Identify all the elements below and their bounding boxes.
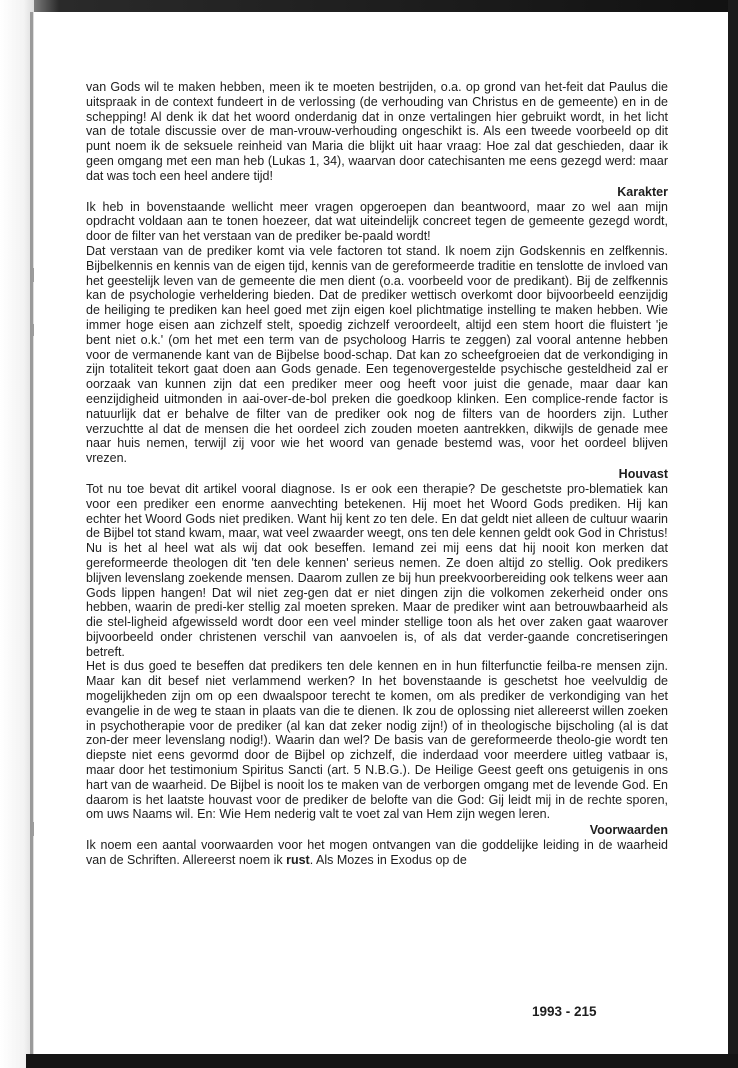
margin-mark xyxy=(32,822,34,836)
paragraph: Het is dus goed te beseffen dat predikers ten dele kennen en in hun filterfunctie feilba-re mensen zijn. Maar kan dit besef niet verlammend werken? In het bovenstaande is geschetst hoe veelvuldig de mogelijkheden zijn om op een dwaalspoor terecht te komen, om als prediker de verkondiging van het evangelie in de weg te staan in plaats van die te dienen. Ik zou de oplossing niet allereerst willen zoeken in psychotherapie voor de prediker (al kan dat zeker nodig zijn!) of in theologische bijscholing (al is dat zon-der meer levenslang nodig!). Waarin dan wel? De basis van de gereformeerde theolo-gie wordt ten diepste niet eens gevormd door de Bijbel op zichzelf, die inderdaad voor meerdere uitleg vatbaar is, maar door het testimonium Spiritus Sancti (art. 5 N.B.G.). De Heilige Geest geeft ons getuigenis in ons hart van de waarheid. De Bijbel is nooit los te maken van de verborgen omgang met de levende God. En daarom is het laatste houvast voor de prediker de belofte van die God: Gij leidt mij in de rechte sporen, om uws Naams wil. En: Wie Hem nederig valt te voet zal van Hem zijn wegen leren. xyxy=(86,659,668,822)
margin-mark xyxy=(32,268,34,282)
paragraph-text: Ik noem een aantal voorwaarden voor het mogen ontvangen van die goddelijke leiding in de waarheid van de Schriften. Allereerst noem ik xyxy=(86,838,668,868)
section-heading-voorwaarden: Voorwaarden xyxy=(589,823,668,838)
paragraph: van Gods wil te maken hebben, meen ik te moeten bestrijden, o.a. op grond van het-feit dat Paulus die uitspraak in de context fundeert in de verlossing (de verhouding van Christus en de gemeente) en in de schepping! Al denk ik dat het woord onderdanig dat in onze vertalingen hier gebruikt wordt, in het licht van de totale discussie over de man-vrouw-verhouding ongeschikt is. Als een tweede voorbeeld op dit punt noem ik de seksuele reinheid van Maria die blijkt uit haar vraag: Hoe zal dat geschieden, daar ik geen omgang met een man heb (Lukas 1, 34), waarvan door catechisanten me eens gezegd werd: maar dat was toch een heel andere tijd! xyxy=(86,80,668,183)
margin-mark xyxy=(32,324,34,336)
paragraph: Nu is het al heel wat als wij dat ook beseffen. Iemand zei mij eens dat hij nooit kon merken dat gereformeerde theologen dit 'ten dele kennen' serieus nemen. Ze doen altijd zo stellig. Ook predikers blijven levenslang zoekende mensen. Daarom zullen ze bij hun preekvoorbereiding ook telkens weer aan Gods lippen hangen! Dat wil niet zeg-gen dat er niet dingen zijn die volkomen zekerheid onder ons hebben, waarin de predi-ker stellig zal moeten spreken. Maar de prediker wint aan betrouwbaarheid als die stel-ligheid afgewisseld wordt door een veel minder stellige toon als het over zaken gaat waarover bijvoorbeeld onder christenen verschil van aanvoelen is, of als dat verder-gaande concretiseringen betreft. xyxy=(86,541,668,659)
paragraph: Ik heb in bovenstaande wellicht meer vragen opgeroepen dan beantwoord, maar zo wel aan mijn opdracht voldaan aan te tonen hoezeer, dat wat uiteindelijk concreet tegen de gemeente gezegd wordt, door de filter van het verstaan van de prediker be-paald wordt! xyxy=(86,199,668,244)
document-page xyxy=(34,12,728,1054)
paragraph: Dat verstaan van de prediker komt via vele factoren tot stand. Ik noem zijn Godskennis en zelfkennis. Bijbelkennis en kennis van de eigen tijd, kennis van de gereformeerde traditie en tenslotte de invloed van het geestelijk leven van de gemeente die men dient (o.a. voorbeeld voor de predikant). Bij de zelfkennis kan de psychologie verheldering bieden. Dat de prediker wettisch overkomt door bijvoorbeeld eenzijdig de heiliging te prediken kan heel goed met zijn eigen koel plichtmatige instelling te maken hebben. Wie immer hoge eisen aan zichzelf stelt, spoedig zichzelf veroordeelt, altijd een stem hoort die fluistert 'je bent niet o.k.' (om het met een term van de psycholoog Harris te zeggen) zal vooral antenne hebben voor de vermanende kant van de Bijbelse bood-schap. Dat kan zo scheefgroeien dat de verkondiging in zijn totaliteit tekort gaat doen aan Gods genade. Een tegenovergestelde psychische gesteldheid zal er oorzaak van kunnen zijn dat een prediker meer oog heeft voor juist die genade, maar daar kan eenzijdigheid uitmonden in aai-over-de-bol preken die goedkoop klinken. Een complice-rende factor is natuurlijk dat er behalve de filter van de prediker ook nog de filters van de hoorders zijn. Luther verzuchtte al dat de mensen die het oordeel zich zouden moeten aantrekken, dikwijls de genade mee naar huis nemen, terwijl zij voor wie het woord van genade bestemd was, voor het oordeel blijven vrezen. xyxy=(86,243,668,466)
article-text xyxy=(86,80,668,868)
paragraph-text: . Als Mozes in Exodus op de xyxy=(309,853,467,868)
paragraph xyxy=(86,838,668,868)
section-heading-houvast: Houvast xyxy=(618,466,668,481)
scan-right-edge xyxy=(728,0,738,1068)
scan-bottom-edge xyxy=(26,1054,738,1068)
scan-left-edge xyxy=(0,0,34,1068)
page-number: 1993 - 215 xyxy=(532,1004,597,1019)
emphasized-word: rust xyxy=(286,853,310,868)
paragraph: Tot nu toe bevat dit artikel vooral diagnose. Is er ook een therapie? De geschetste pro-blematiek kan voor een prediker een enorme aanvechting betekenen. Hij moet het Woord Gods prediken. Hij kan echter het Woord Gods niet prediken. Want hij kent zo ten dele. En dat geldt niet alleen de cultuur waarin de Bijbel tot stand kwam, maar, wat veel zwaarder weegt, ons ten dele kennen geldt ook God in Christus! xyxy=(86,481,668,541)
section-heading-karakter: Karakter xyxy=(617,184,668,199)
page-binding-shadow xyxy=(30,12,33,1060)
scan-top-edge xyxy=(0,0,738,12)
